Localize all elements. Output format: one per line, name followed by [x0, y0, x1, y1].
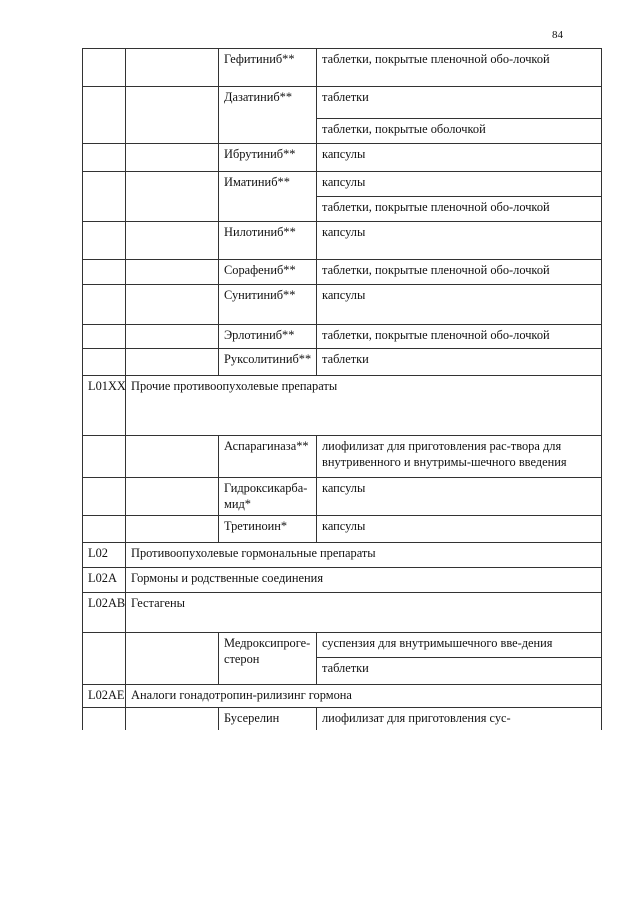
dosage-form: таблетки, покрытые пленочной обо-лочкой [317, 197, 602, 222]
atc-code: L02AE [83, 685, 126, 708]
drug-row [83, 516, 602, 543]
empty-group-cell [126, 285, 219, 325]
drug-row [83, 49, 602, 87]
drug-row [83, 87, 602, 119]
atc-code: L02A [83, 568, 126, 593]
empty-code-cell [83, 349, 126, 376]
group-row [83, 568, 602, 593]
dosage-form: капсулы [317, 478, 602, 516]
empty-group-cell [126, 516, 219, 543]
empty-group-cell [126, 436, 219, 478]
drug-row [83, 325, 602, 349]
drug-name: Сунитиниб** [219, 285, 317, 325]
drug-row [83, 144, 602, 172]
dosage-form: капсулы [317, 222, 602, 260]
drug-row [83, 349, 602, 376]
drug-name: Гефитиниб** [219, 49, 317, 87]
drug-name: Иматиниб** [219, 172, 317, 222]
dosage-form: капсулы [317, 285, 602, 325]
drug-row [83, 708, 602, 730]
group-title: Прочие противоопухолевые препараты [126, 376, 602, 436]
group-title: Гестагены [126, 593, 602, 633]
table-body [83, 49, 602, 730]
empty-code-cell [83, 87, 126, 144]
drug-table [82, 48, 602, 730]
page-number: 84 [552, 29, 563, 41]
drug-name: Третиноин* [219, 516, 317, 543]
drug-name: Гидроксикарба-мид* [219, 478, 317, 516]
empty-group-cell [126, 633, 219, 685]
dosage-form: суспензия для внутримышечного вве-дения [317, 633, 602, 658]
empty-code-cell [83, 260, 126, 285]
drug-row [83, 478, 602, 516]
dosage-form: лиофилизат для приготовления сус- [317, 708, 602, 730]
empty-group-cell [126, 144, 219, 172]
empty-code-cell [83, 478, 126, 516]
dosage-form: лиофилизат для приготовления рас-твора для внутривенного и внутримы-шечного введения [317, 436, 602, 478]
drug-row [83, 436, 602, 478]
drug-name: Ибрутиниб** [219, 144, 317, 172]
group-row [83, 593, 602, 633]
drug-name: Сорафениб** [219, 260, 317, 285]
dosage-form: капсулы [317, 516, 602, 543]
empty-group-cell [126, 222, 219, 260]
group-title: Аналоги гонадотропин-рилизинг гормона [126, 685, 602, 708]
dosage-form: таблетки [317, 349, 602, 376]
empty-group-cell [126, 49, 219, 87]
empty-group-cell [126, 349, 219, 376]
atc-code: L01XX [83, 376, 126, 436]
drug-name: Дазатиниб** [219, 87, 317, 144]
drug-row [83, 172, 602, 197]
drug-name: Нилотиниб** [219, 222, 317, 260]
drug-row [83, 285, 602, 325]
empty-code-cell [83, 222, 126, 260]
drug-name: Эрлотиниб** [219, 325, 317, 349]
empty-group-cell [126, 325, 219, 349]
drug-row [83, 633, 602, 658]
drug-row [83, 260, 602, 285]
dosage-form: таблетки [317, 658, 602, 685]
dosage-form: таблетки, покрытые пленочной обо-лочкой [317, 325, 602, 349]
empty-code-cell [83, 516, 126, 543]
dosage-form: таблетки, покрытые пленочной обо-лочкой [317, 49, 602, 87]
empty-code-cell [83, 285, 126, 325]
empty-group-cell [126, 478, 219, 516]
dosage-form: капсулы [317, 144, 602, 172]
empty-group-cell [126, 87, 219, 144]
drug-name: Бусерелин [219, 708, 317, 730]
group-row [83, 543, 602, 568]
group-row [83, 376, 602, 436]
atc-code: L02AB [83, 593, 126, 633]
dosage-form: таблетки, покрытые оболочкой [317, 119, 602, 144]
empty-code-cell [83, 144, 126, 172]
empty-code-cell [83, 172, 126, 222]
group-title: Противоопухолевые гормональные препараты [126, 543, 602, 568]
empty-code-cell [83, 436, 126, 478]
drug-row [83, 222, 602, 260]
atc-code: L02 [83, 543, 126, 568]
drug-name: Медроксипроге-стерон [219, 633, 317, 685]
group-title: Гормоны и родственные соединения [126, 568, 602, 593]
dosage-form: таблетки [317, 87, 602, 119]
drug-name: Руксолитиниб** [219, 349, 317, 376]
empty-code-cell [83, 49, 126, 87]
empty-code-cell [83, 325, 126, 349]
empty-group-cell [126, 708, 219, 730]
empty-group-cell [126, 260, 219, 285]
group-row [83, 685, 602, 708]
empty-code-cell [83, 633, 126, 685]
dosage-form: капсулы [317, 172, 602, 197]
empty-code-cell [83, 708, 126, 730]
empty-group-cell [126, 172, 219, 222]
drug-name: Аспарагиназа** [219, 436, 317, 478]
dosage-form: таблетки, покрытые пленочной обо-лочкой [317, 260, 602, 285]
